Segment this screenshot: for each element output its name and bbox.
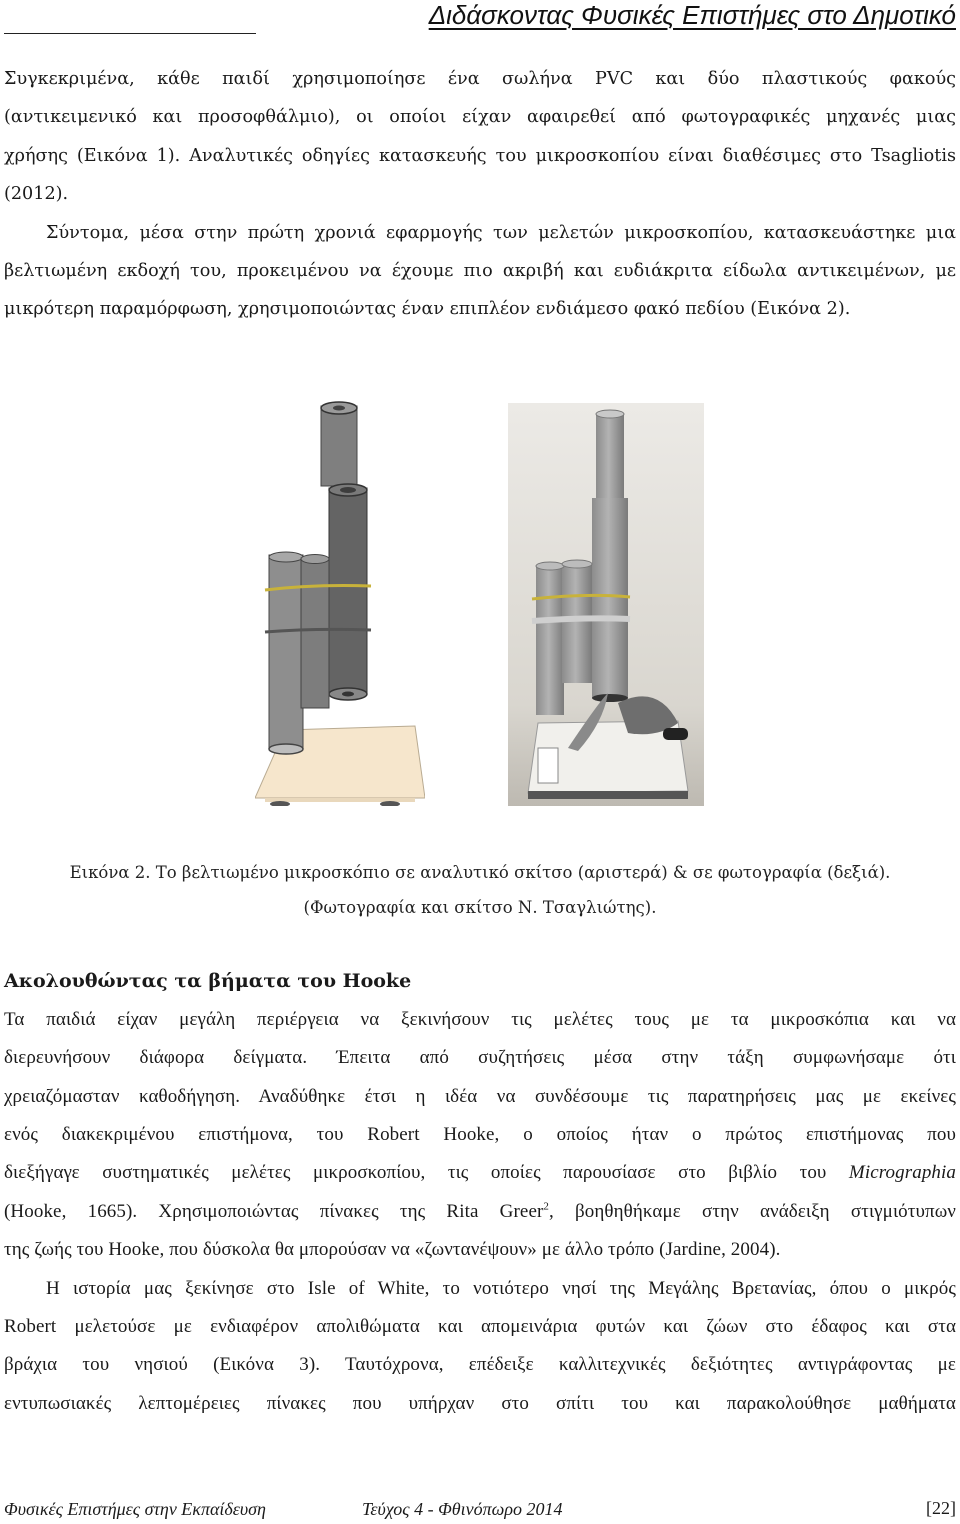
intro-line-5: Σύντομα, μέσα στην πρώτη χρονιά εφαρμογής των μελετών μικροσκοπίου, κατασκευάστηκε μια <box>46 223 956 243</box>
book-title: Micrographia <box>848 1162 956 1183</box>
figure-credit: (Φωτογραφία και σκίτσο Ν. Τσαγλιώτης). <box>303 898 657 917</box>
intro-line-1: Συγκεκριμένα, κάθε παιδί χρησιμοποίησε ένα σωλήνα PVC και δύο πλαστικούς φακούς <box>4 69 956 89</box>
header-rule <box>4 33 256 34</box>
footer-issue: Τεύχος 4 - Φθινόπωρο 2014 <box>362 1499 563 1519</box>
microscope-photo-drawing <box>508 403 704 806</box>
para1-line-5-text: διεξήγαγε συστηματικές μελέτες μικροσκοπίου, τις οποίες παρουσίασε στο βιβλίο του <box>4 1162 849 1183</box>
para2-line-2: Robert μελετούσε με ενδιαφέρον απολιθώματα και απομεινάρια φυτών και ζώων στο έδαφος και στα <box>4 1316 956 1337</box>
page-header-title: Διδάσκοντας Φυσικές Επιστήμες στο Δημοτικό <box>428 0 956 30</box>
intro-line-2: (αντικειμενικό και προσοφθάλμιο), οι οποίοι είχαν αφαιρεθεί από φωτογραφικές μηχανές μιας <box>4 107 956 127</box>
figure-caption: Εικόνα 2. Το βελτιωμένο μικροσκόπιο σε αναλυτικό σκίτσο (αριστερά) & σε φωτογραφία (δεξιά). <box>69 863 891 882</box>
para1-line-1: Τα παιδιά είχαν μεγάλη περιέργεια να ξεκινήσουν τις μελέτες τους με τα μικροσκόπια και να <box>4 1009 956 1030</box>
para1-line-5 <box>4 1162 956 1184</box>
microscope-sketch <box>255 400 425 806</box>
footnote-marker: 2 <box>543 1201 550 1213</box>
intro-line-6: βελτιωμένη εκδοχή του, προκειμένου να έχουμε πιο ακριβή και ευδιάκριτα είδωλα αντικειμένων, με <box>4 261 956 281</box>
para1-line-6-text-a: (Hooke, 1665). Χρησιμοποιώντας πίνακες της Rita Greer <box>4 1201 544 1222</box>
intro-line-3: χρήσης (Εικόνα 1). Αναλυτικές οδηγίες κατασκευής του μικροσκοπίου είναι διαθέσιμες στο Tsagliotis <box>4 146 956 166</box>
para1-line-6 <box>4 1201 956 1223</box>
microscope-photo <box>508 403 704 806</box>
para1-line-2: διερευνήσουν διάφορα δείγματα. Έπειτα από συζητήσεις μέσα στην τάξη συμφωνήσαμε ότι <box>4 1047 956 1068</box>
para1-line-6-text-b: , βοηθηθήκαμε στην ανάδειξη στιγμιότυπων <box>549 1201 956 1222</box>
section-heading: Ακολουθώντας τα βήματα του Hooke <box>4 970 412 992</box>
footer-page-number: [22] <box>926 1498 956 1518</box>
microscope-sketch-drawing <box>255 400 425 806</box>
para1-line-7: της ζωής του Hooke, που δύσκολα θα μπορούσαν να «ζωντανέψουν» με άλλο τρόπο (Jardine, 2004). <box>4 1239 781 1260</box>
para2-line-3: βράχια του νησιού (Εικόνα 3). Ταυτόχρονα, επέδειξε καλλιτεχνικές δεξιότητες αντιγράφοντας με <box>4 1354 956 1375</box>
para1-line-3: χρειαζόμασταν καθοδήγηση. Αναδύθηκε έτσι η ιδέα να συνδέσουμε τις παρατηρήσεις μας με εκείνες <box>4 1086 956 1107</box>
para2-line-4: εντυπωσιακές λεπτομέρειες πίνακες που υπήρχαν στο σπίτι του και παρακολούθησε μαθήματα <box>4 1393 956 1414</box>
para1-line-4: ενός διακεκριμένου επιστήμονα, του Robert Hooke, ο οποίος ήταν ο πρώτος επιστήμονας που <box>4 1124 956 1145</box>
footer-journal: Φυσικές Επιστήμες στην Εκπαίδευση <box>4 1499 266 1519</box>
para2-line-1: Η ιστορία μας ξεκίνησε στο Isle of White, το νοτιότερο νησί της Μεγάλης Βρετανίας, όπου ο μικρός <box>46 1278 956 1299</box>
intro-line-4: (2012). <box>4 184 69 204</box>
intro-line-7: μικρότερη παραμόρφωση, χρησιμοποιώντας έναν επιπλέον ενδιάμεσο φακό πεδίου (Εικόνα 2). <box>4 299 851 319</box>
